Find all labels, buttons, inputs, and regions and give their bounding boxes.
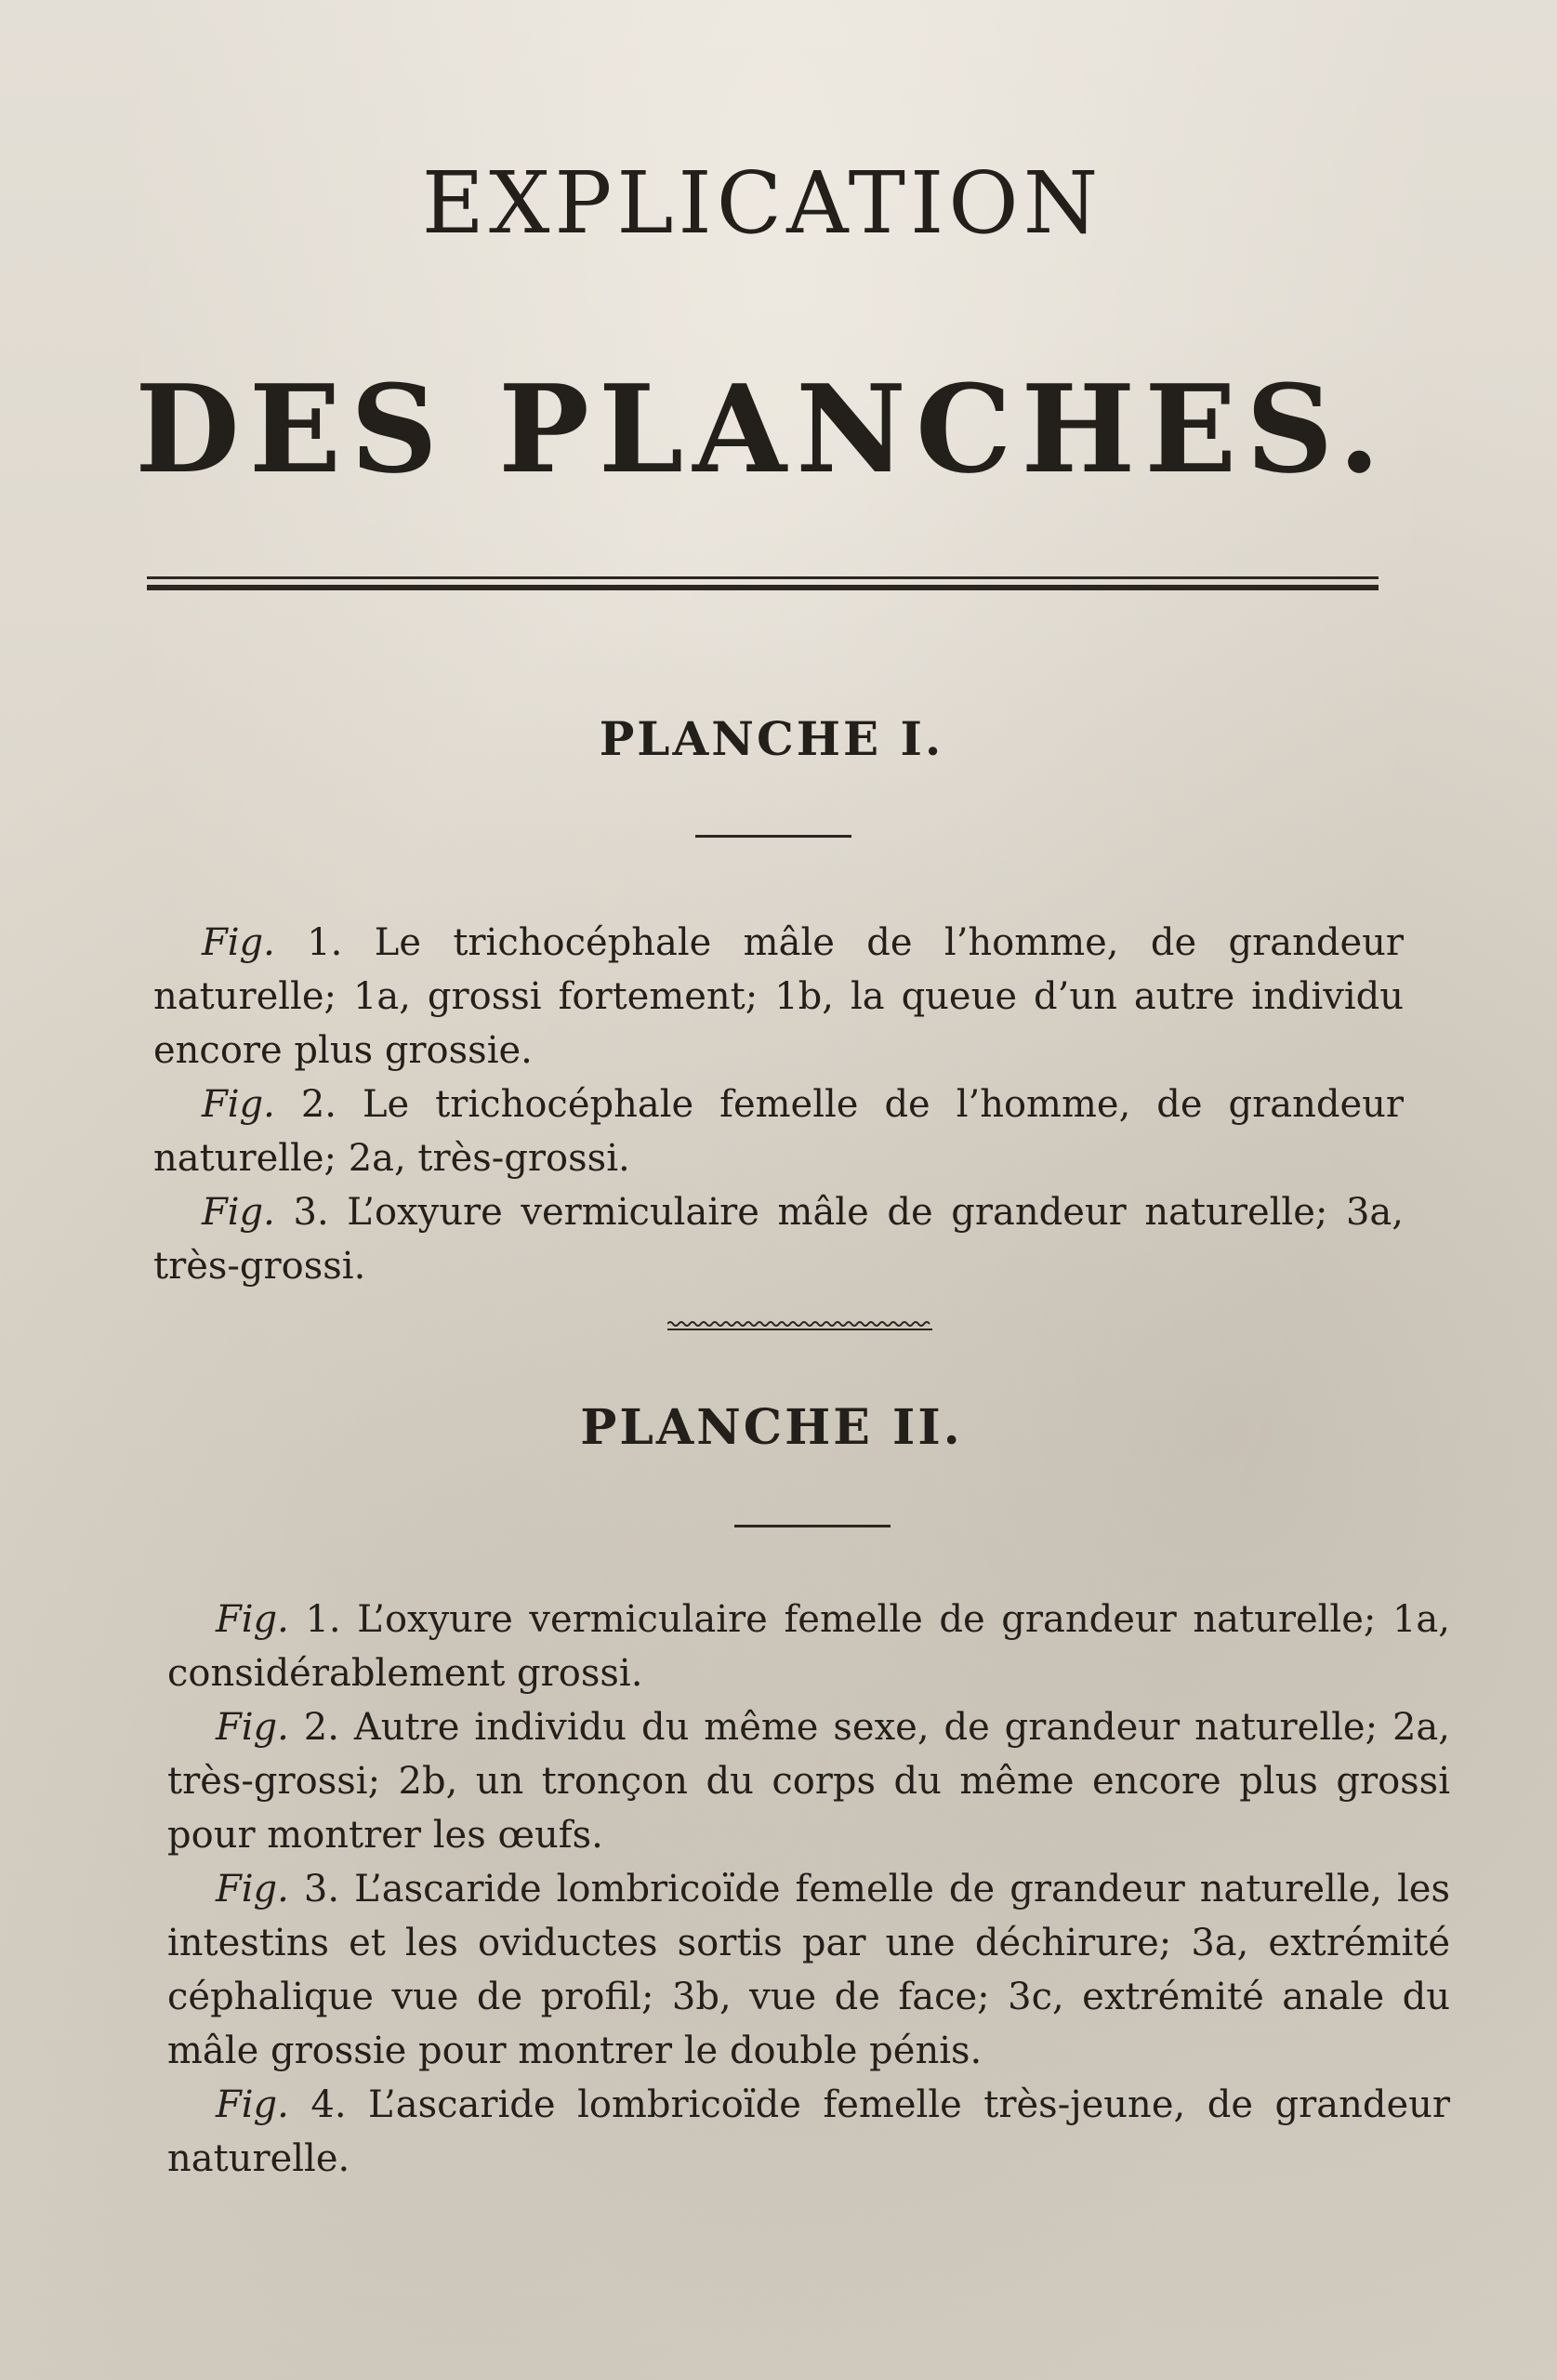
wavy-ornament-rule	[667, 1320, 932, 1331]
fig-label: Fig.	[202, 1083, 275, 1126]
figure-paragraph	[153, 1185, 1404, 1293]
figure-paragraph	[167, 2078, 1450, 2186]
fig-label: Fig.	[202, 1191, 275, 1234]
fig-text: 4. L’ascaride lombricoïde femelle très-jeune, de grandeur naturelle.	[167, 2083, 1450, 2180]
figure-paragraph	[153, 916, 1404, 1078]
fig-text: 2. Autre individu du même sexe, de grandeur naturelle; 2a, très-grossi; 2b, un tronçon du corps du même encore plus grossi pour montrer les œufs.	[167, 1706, 1450, 1857]
title-line-2: DES PLANCHES.	[135, 358, 1390, 500]
fig-label: Fig.	[216, 1868, 289, 1911]
plate-heading-1: PLANCHE I.	[599, 711, 944, 766]
title-line-1: EXPLICATION	[421, 153, 1103, 253]
figure-paragraph	[167, 1700, 1450, 1862]
plate-heading-2: PLANCHE II.	[580, 1399, 963, 1456]
fig-label: Fig.	[216, 1598, 289, 1641]
fig-label: Fig.	[216, 1706, 289, 1749]
rule-thin-line	[147, 576, 1379, 579]
fig-text: 1. Le trichocéphale mâle de l’homme, de grandeur naturelle; 1a, grossi fortement; 1b, la queue d’un autre individu encore plus grossie.	[153, 921, 1404, 1072]
fig-text: 3. L’ascaride lombricoïde femelle de grandeur naturelle, les intestins et les oviductes sortis par une déchirure; 3a, extrémité céphalique vue de profil; 3b, vue de face; 3c, extrémité anale du mâle grossie pour montrer le double pénis.	[167, 1868, 1450, 2072]
fig-text: 2. Le trichocéphale femelle de l’homme, de grandeur naturelle; 2a, très-grossi.	[153, 1083, 1404, 1180]
fig-label: Fig.	[216, 2083, 289, 2126]
short-rule-1	[695, 835, 851, 838]
plate-2-figure-list	[167, 1593, 1450, 2186]
figure-paragraph	[167, 1862, 1450, 2078]
fig-label: Fig.	[202, 921, 275, 964]
figure-paragraph	[153, 1078, 1404, 1185]
short-rule-2	[734, 1525, 891, 1527]
fig-text: 1. L’oxyure vermiculaire femelle de grandeur naturelle; 1a, considérablement grossi.	[167, 1598, 1450, 1695]
plate-1-figure-list	[153, 916, 1404, 1293]
rule-thick-line	[147, 585, 1379, 590]
figure-paragraph	[167, 1593, 1450, 1700]
title-double-rule	[147, 576, 1379, 593]
fig-text: 3. L’oxyure vermiculaire mâle de grandeur naturelle; 3a, très-grossi.	[153, 1191, 1404, 1288]
